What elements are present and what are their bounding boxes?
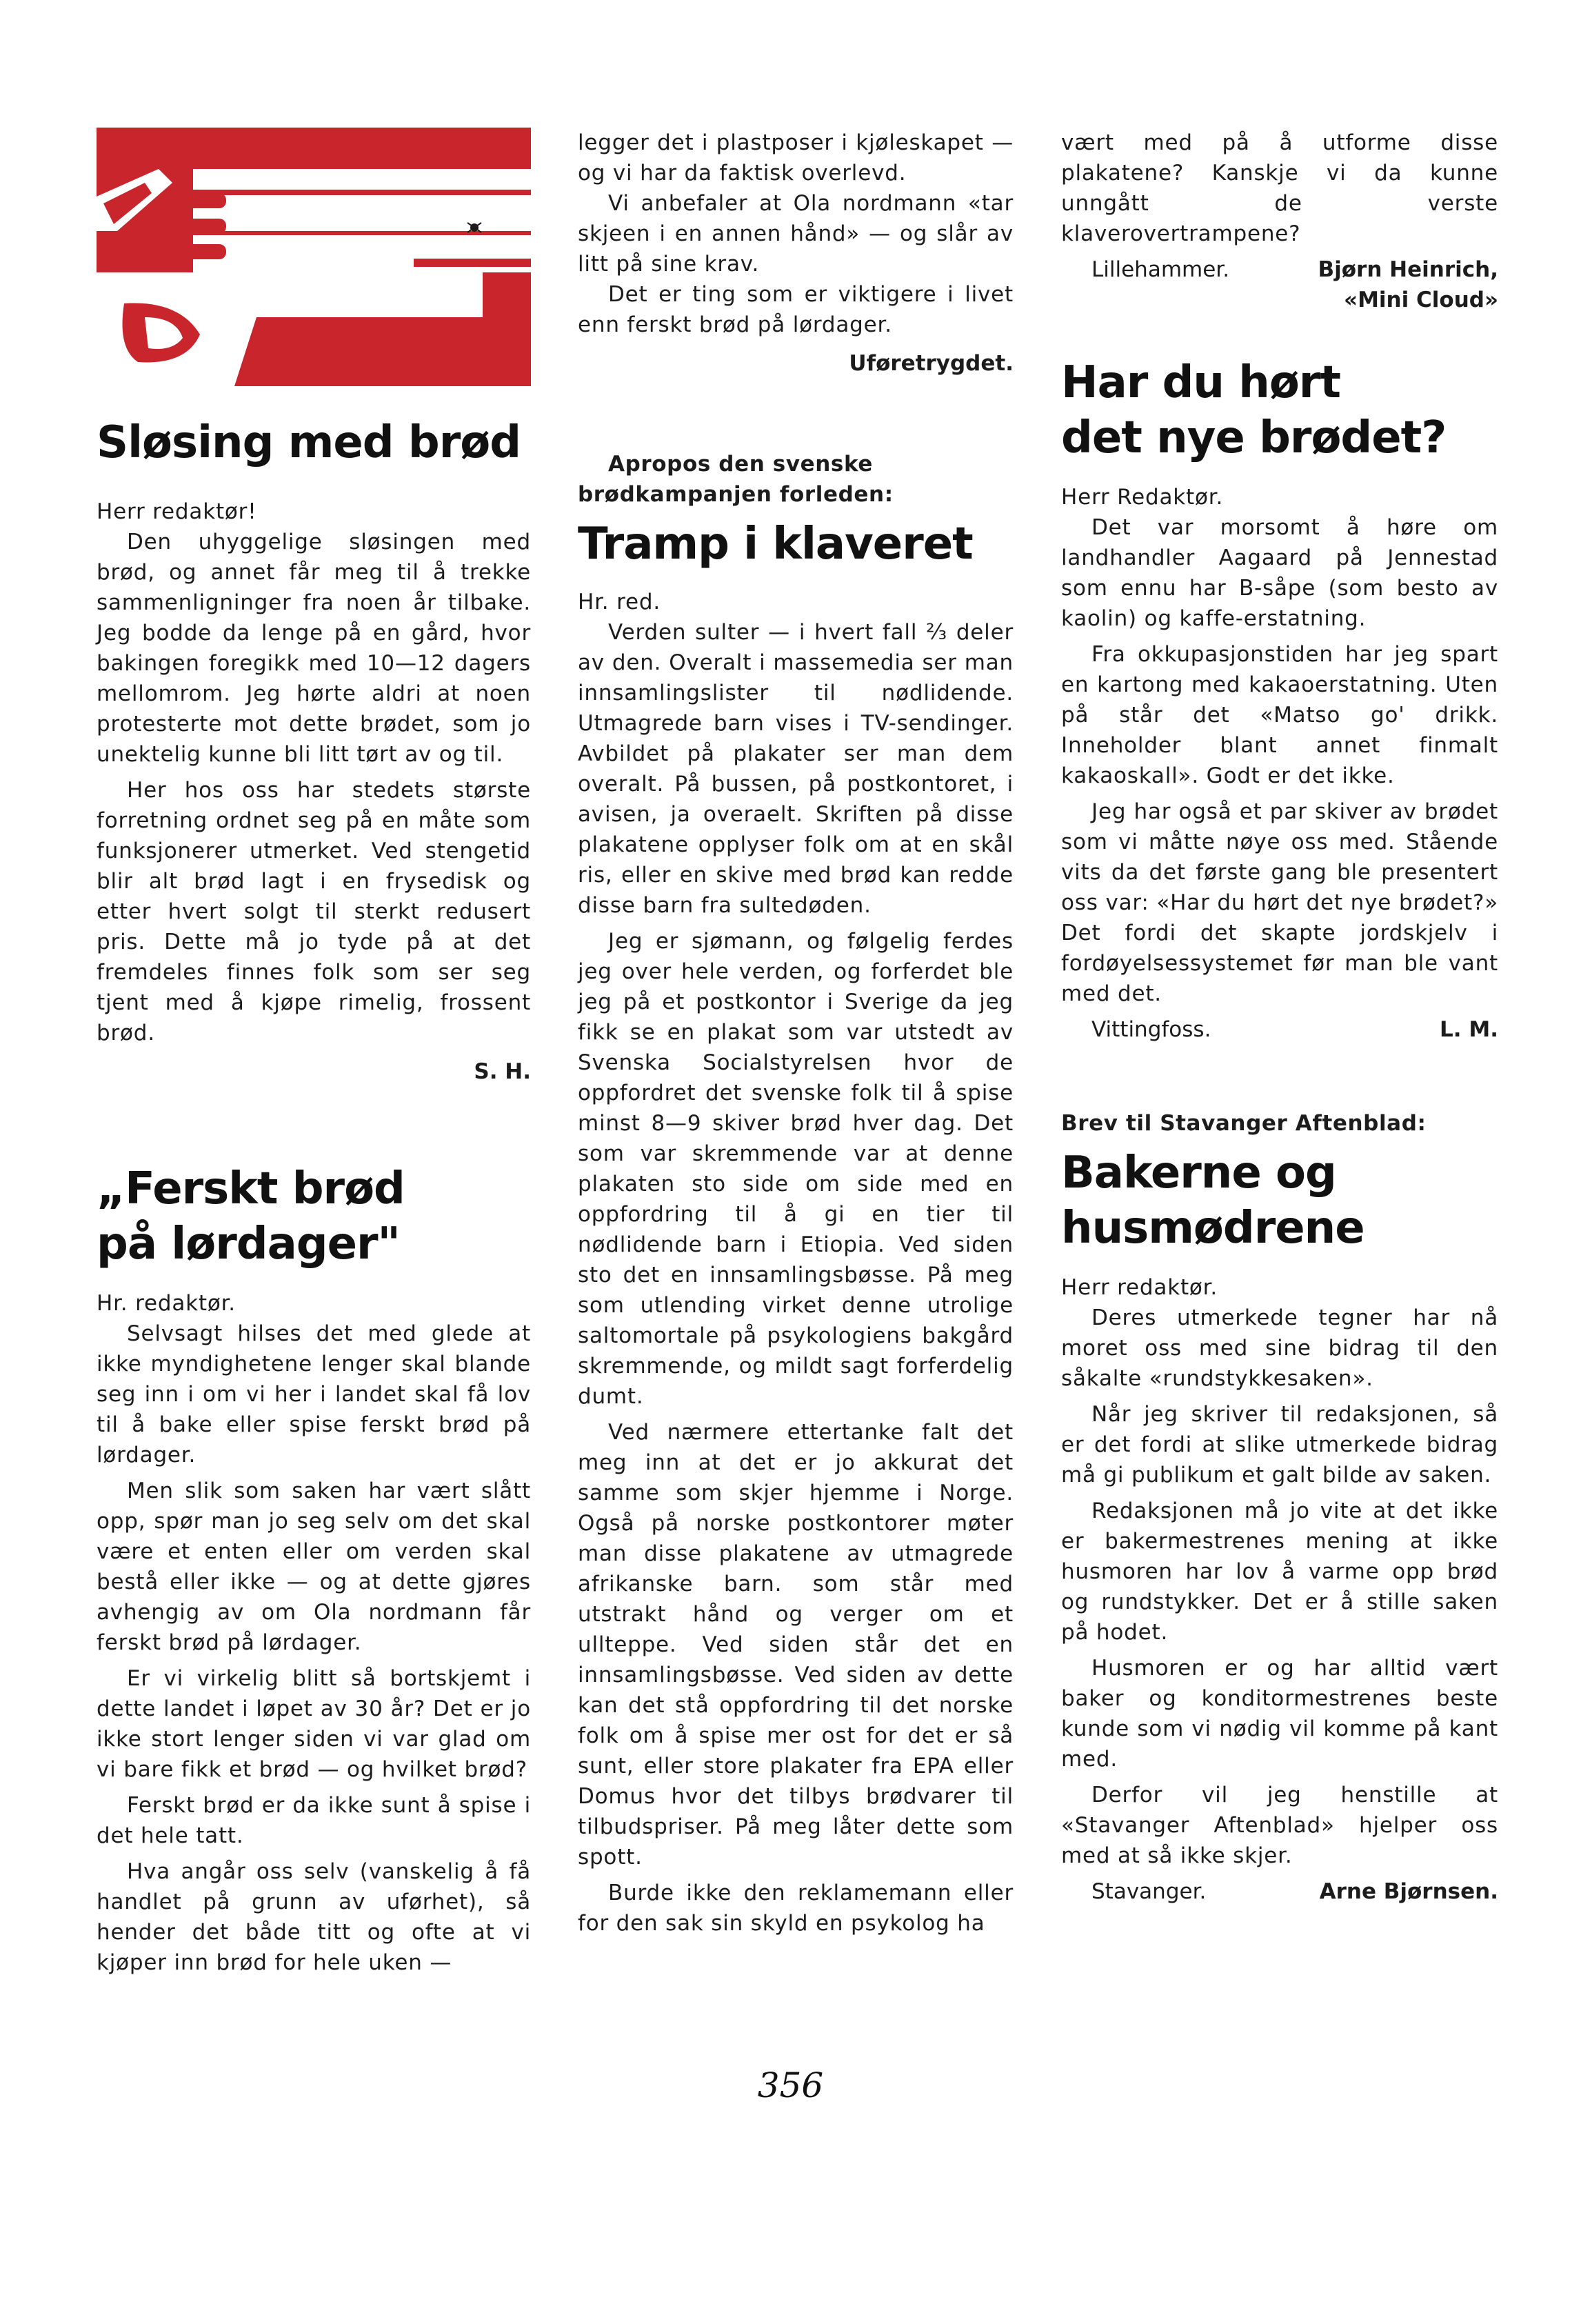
paragraph: Redaksjonen må jo vite at det ikke er bakermestrenes mening at ikke husmoren har lov å varme opp brød og rundstykker. Det er å stille saken på hodet. bbox=[1061, 1499, 1498, 1645]
signature: L. M. bbox=[1440, 1017, 1498, 1042]
pistol-loaf-illustration bbox=[97, 128, 531, 386]
salutation: Herr Redaktør. bbox=[1061, 485, 1224, 510]
paragraph: Selvsagt hilses det med glede at ikke myndighetene lenger skal blande seg inn i om vi her i landet skal få lov til å bake eller spise ferskt brød på lørdager. bbox=[97, 1321, 531, 1467]
title-line: Har du hørt bbox=[1061, 357, 1340, 408]
title-line: på lørdager" bbox=[97, 1219, 400, 1270]
signature: S. H. bbox=[474, 1059, 531, 1084]
paragraph: Når jeg skriver til redaksjonen, så er det fordi at slike utmerkede bidrag må gi publikum et galt bilde av saken. bbox=[1061, 1402, 1498, 1487]
paragraph: Jeg er sjømann, og følgelig ferdes jeg over hele verden, og forferdet ble jeg på et postkontor i Sverige da jeg fikk se en plakat som var utstedt av Svenska Socialstyrelsen hvor de oppfordret det svenske folk til å spise minst 8—9 skiver brød hver dag. Det som var skremmende var at denne plakaten sto side om side med en oppfordring til å gi en tier til nødlidende barn i Etiopia. Ved siden sto det en innsamlingsbøsse. På meg som utlending virket denne utrolige saltomortale på psykologiens bakgård skremmende, og mildt sagt forferdelig dumt. bbox=[578, 929, 1014, 1409]
paragraph: Den uhyggelige sløsingen med brød, og annet får meg til å trekke sammenligninger fra noen år tilbake. Jeg bodde da lenge på en gård, hvor bakingen foregikk med 10—12 dagers mellomrom. Jeg hørte aldri at noen protesterte mot dette brødet, som jo unektelig kunne bli litt tørt av og til. bbox=[97, 530, 531, 767]
paragraph: Hva angår oss selv (vanskelig å få handlet på grunn av uførhet), så hender det både titt og ofte at vi kjøper inn brød for hele uken — bbox=[97, 1859, 531, 1975]
paragraph: Burde ikke den reklamemann eller for den sak sin skyld en psykolog ha bbox=[578, 1881, 1014, 1936]
paragraph: vært med på å utforme disse plakatene? Kanskje vi da kunne unngått de verste klaverovertrampene? bbox=[1061, 130, 1498, 246]
salutation: Hr. redaktør. bbox=[97, 1291, 236, 1316]
lead-text: Apropos den svenske brødkampanjen forleden: bbox=[578, 452, 894, 507]
sign-off bbox=[1061, 1014, 1498, 1045]
article-title-bakerne bbox=[1061, 1145, 1498, 1256]
place: Stavanger. bbox=[1091, 1879, 1207, 1904]
place: Lillehammer. bbox=[1091, 257, 1230, 282]
paragraph: Derfor vil jeg henstille at «Stavanger Aftenblad» hjelper oss med at så ikke skjer. bbox=[1061, 1783, 1498, 1868]
signature: Arne Bjørnsen. bbox=[1319, 1879, 1498, 1904]
pistol-loaf-icon bbox=[97, 128, 531, 386]
signature: Uføretrygdet. bbox=[849, 351, 1014, 376]
title-line: husmødrene bbox=[1061, 1203, 1365, 1254]
title-line: Bakerne og bbox=[1061, 1148, 1336, 1199]
column-2 bbox=[578, 128, 1014, 1939]
paragraph: Deres utmerkede tegner har nå moret oss med sine bidrag til den såkalte «rundstykkesaken». bbox=[1061, 1305, 1498, 1391]
title-line: det nye brødet? bbox=[1061, 412, 1447, 463]
sign-off bbox=[1061, 254, 1498, 285]
paragraph: Her hos oss har stedets største forretning ordnet seg på en måte som funksjonerer utmerket. Ved stengetid blir alt brød lagt i en frysedisk og etter hvert solgt til sterkt redusert pris. Dette må jo tyde på at det fremdeles finnes folk som ser seg tjent med å kjøpe rimelig, frossent brød. bbox=[97, 778, 531, 1045]
article-title-ferskt-brod bbox=[97, 1161, 531, 1272]
article-title-har-du-hort bbox=[1061, 355, 1498, 465]
signature-line-2: «Mini Cloud» bbox=[1344, 288, 1498, 312]
paragraph: Jeg har også et par skiver av brødet som vi måtte nøye oss med. Stående vits da det første gang ble presentert oss var: «Har du hørt det nye brødet?» Det fordi det skapte jordskjelv i fordøyelsessystemet før man ble vant med det. bbox=[1061, 799, 1498, 1006]
title-line: „Ferskt brød bbox=[97, 1163, 405, 1214]
column-3 bbox=[1061, 128, 1498, 1907]
salutation: Herr redaktør! bbox=[97, 499, 257, 524]
lead-text: Brev til Stavanger Aftenblad: bbox=[1061, 1111, 1427, 1136]
paragraph: Ved nærmere ettertanke falt det meg inn at det er jo akkurat det samme som skjer hjemme i Norge. Også på norske postkontorer møter man disse plakatene av utmagrede afrikanske barn. som står med utstrakt hånd og verger om et ullteppe. Ved siden står det en innsamlingsbøsse. Ved siden av dette kan det stå oppfordring til det norske folk om å spise mer ost for det er så sunt, eller store plakater fra EPA eller Domus hvor det tilbys brødvarer til tilbudspriser. På meg låter dette som spott. bbox=[578, 1420, 1014, 1870]
paragraph: Men slik som saken har vært slått opp, spør man jo seg selv om det skal være et enten eller om verden skal bestå eller ikke — og at dette gjøres avhengig av om Ola nordmann får ferskt brød på lørdager. bbox=[97, 1479, 531, 1655]
paragraph: Det er ting som er viktigere i livet enn ferskt brød på lørdager. bbox=[578, 282, 1014, 337]
paragraph: Vi anbefaler at Ola nordmann «tar skjeen i en annen hånd» — og slår av litt på sine krav. bbox=[578, 191, 1014, 277]
paragraph: Ferskt brød er da ikke sunt å spise i det hele tatt. bbox=[97, 1793, 531, 1848]
sign-off bbox=[1061, 1876, 1498, 1907]
salutation: Herr redaktør. bbox=[1061, 1275, 1218, 1300]
salutation: Hr. red. bbox=[578, 590, 661, 614]
article-title-slosing: Sløsing med brød bbox=[97, 417, 521, 468]
signature: Bjørn Heinrich, bbox=[1318, 257, 1498, 282]
page-number: 356 bbox=[757, 2065, 824, 2105]
paragraph: Fra okkupasjonstiden har jeg spart en kartong med kakaoerstatning. Uten på står det «Matso go' drikk. Inneholder blant annet finmalt kakaoskall». Godt er det ikke. bbox=[1061, 642, 1498, 788]
paragraph: Verden sulter — i hvert fall ⅔ deler av den. Overalt i massemedia ser man innsamlingslister til nødlidende. Utmagrede barn vises i TV-sendinger. Avbildet på plakater ser man dem overalt. På bussen, på postkontoret, i avisen, ja overaelt. Skriften på disse plakatene opplyser folk om at en skål ris, eller en skive med brød kan redde disse barn fra sultedøden. bbox=[578, 620, 1014, 918]
article-title-tramp: Tramp i klaveret bbox=[578, 519, 973, 570]
paragraph: Er vi virkelig blitt så bortskjemt i dette landet i løpet av 30 år? Det er jo ikke stort lenger siden vi var glad om vi bare fikk et brød — og hvilket brød? bbox=[97, 1666, 531, 1782]
column-1 bbox=[97, 128, 531, 1978]
place: Vittingfoss. bbox=[1091, 1017, 1211, 1042]
paragraph: legger det i plastposer i kjøleskapet — og vi har da faktisk overlevd. bbox=[578, 130, 1014, 186]
paragraph: Det var morsomt å høre om landhandler Aagaard på Jennestad som ennu har B-såpe (som besto av kaolin) og kaffe-erstatning. bbox=[1061, 515, 1498, 631]
paragraph: Husmoren er og har alltid vært baker og konditormestrenes beste kunde som vi nødig vil komme på kant med. bbox=[1061, 1656, 1498, 1772]
